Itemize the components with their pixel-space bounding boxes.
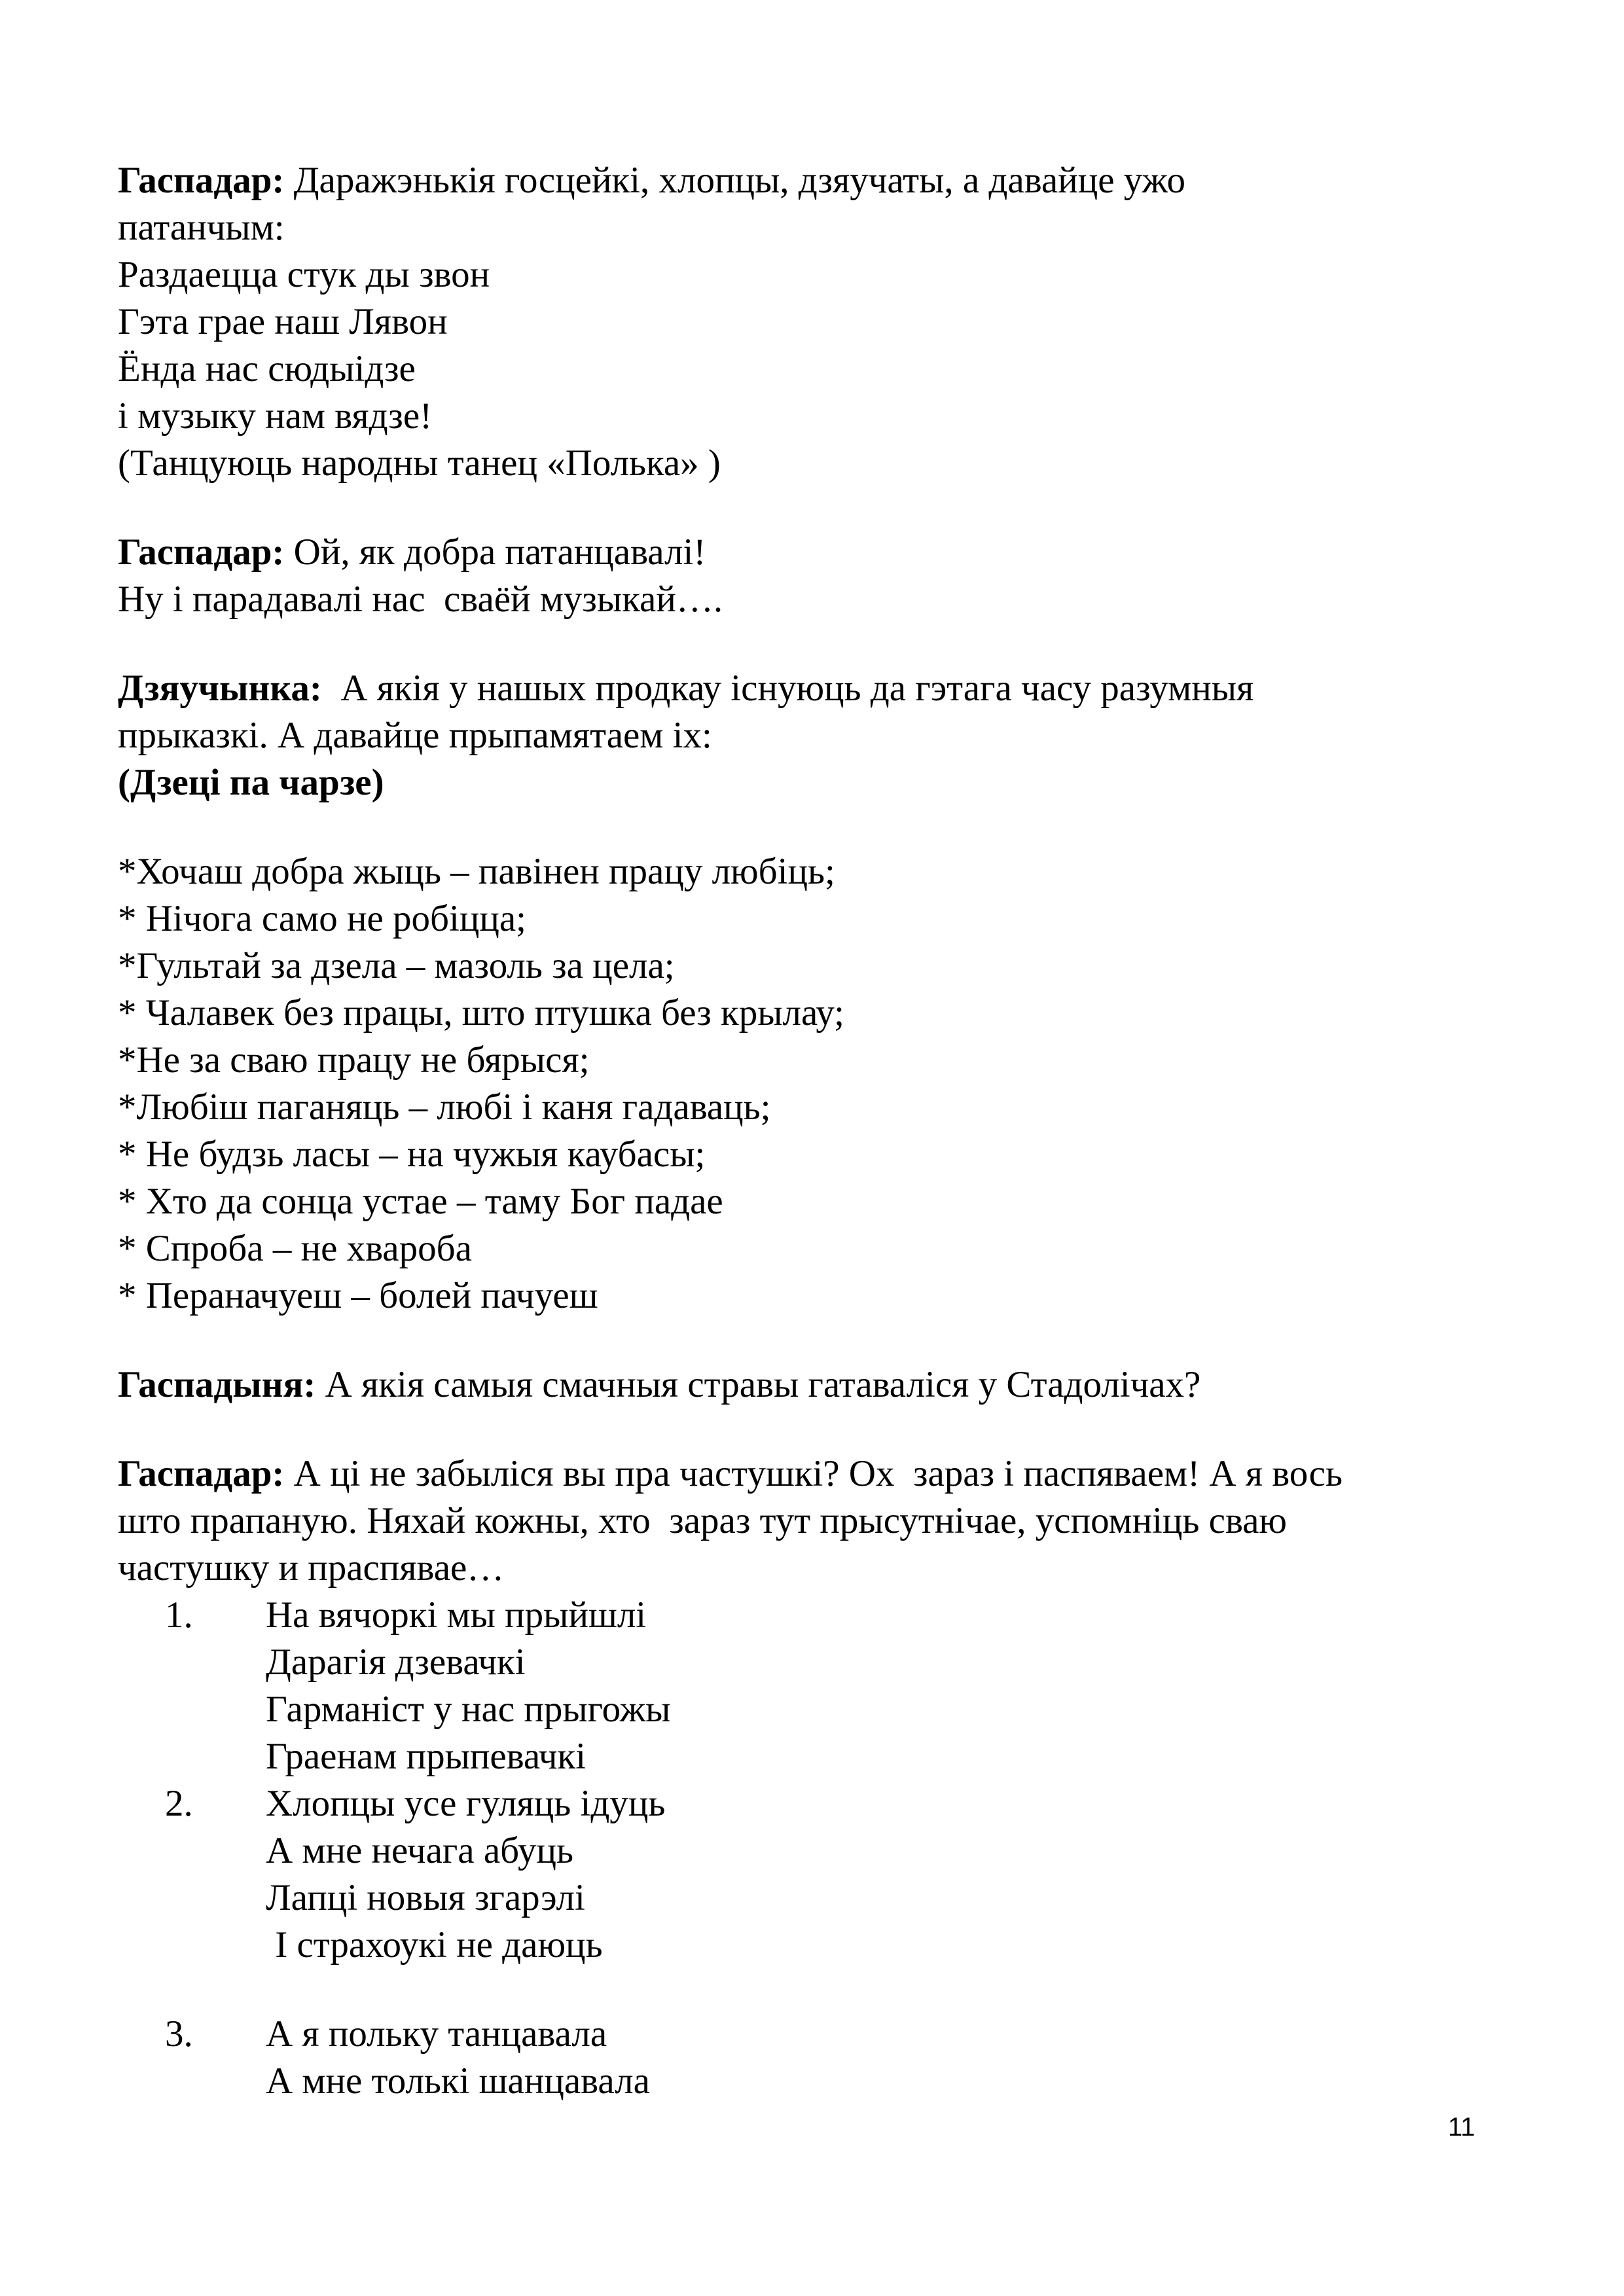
list-number: 2. xyxy=(165,1783,193,1824)
list-number: 1. xyxy=(165,1594,193,1636)
proverb-item: *Гультай за дзела – мазоль за цела; xyxy=(118,945,675,986)
speaker-name: Гаспадар: xyxy=(118,531,285,573)
dialogue-text: Даражэнькія госцейкі, хлопцы, дзяучаты, а давайце ужо xyxy=(284,160,1185,201)
verse-line: Ёнда нас сюдыідзе xyxy=(118,348,416,389)
proverb-item: * Спроба – не хвароба xyxy=(118,1228,472,1269)
speaker-name: Гаспадар: xyxy=(118,1453,285,1494)
document-page xyxy=(118,157,1506,2105)
dialogue-text: прыказкі. А давайце прыпамятаем іх: xyxy=(118,715,712,756)
proverb-item: *Не за сваю працу не бярыся; xyxy=(118,1039,590,1081)
verse-line: і музыку нам вядзе! xyxy=(118,395,433,437)
dialogue-text: А якія самыя смачныя стравы гатаваліся у Стадолічах? xyxy=(316,1364,1201,1405)
dialogue-line xyxy=(118,529,1506,576)
verse-line: Гарманіст у нас прыгожы xyxy=(266,1689,671,1730)
list-number: 3. xyxy=(165,2013,193,2054)
verse-line: Гэта грае наш Лявон xyxy=(118,301,448,342)
proverb-item: * Хто да сонца устае – таму Бог падае xyxy=(118,1181,723,1222)
speaker-name: Дзяучынка: xyxy=(118,668,322,709)
speaker-name: Гаспадыня: xyxy=(118,1364,316,1405)
dialogue-text: Ну і парадавалі нас сваёй музыкай…. xyxy=(118,579,723,620)
dialogue-block-5 xyxy=(118,1450,1506,1592)
dialogue-line xyxy=(118,1450,1506,1498)
verse-line: А мне нечага абуць xyxy=(266,1830,573,1871)
dialogue-text: што прапаную. Няхай кожны, хто зараз тут прысутнічае, успомніць сваю xyxy=(118,1500,1288,1541)
chastushki-list xyxy=(118,1592,1506,2105)
verse-line: А мне толькі шанцавала xyxy=(266,2060,650,2102)
dialogue-block-2 xyxy=(118,529,1506,623)
chastushka-item xyxy=(118,1780,1506,1969)
dialogue-text: патанчым: xyxy=(118,207,285,248)
proverb-item: *Любіш паганяць – любі і каня гадаваць; xyxy=(118,1086,771,1128)
chastushka-item xyxy=(118,2011,1506,2105)
proverb-item: * Пераначуеш – болей пачуеш xyxy=(118,1275,598,1316)
verse-line: На вячоркі мы прыйшлі xyxy=(266,1594,647,1636)
verse-line: Граенам прыпевачкі xyxy=(266,1736,586,1777)
stage-direction: (Дзеці па чарзе) xyxy=(118,762,384,803)
proverbs-list xyxy=(118,848,1506,1319)
dialogue-text: А ці не забыліся вы пра частушкі? Ох зараз і паспяваем! А я вось xyxy=(284,1453,1343,1494)
dialogue-line xyxy=(118,1361,1506,1408)
speaker-name: Гаспадар: xyxy=(118,160,285,201)
dialogue-line xyxy=(118,665,1506,712)
chastushka-item xyxy=(118,1592,1506,1780)
verse-line: І страхоукі не даюць xyxy=(266,1924,603,1965)
dialogue-text: Ой, як добра патанцавалі! xyxy=(284,531,706,573)
dialogue-block-4 xyxy=(118,1361,1506,1408)
proverb-item: * Нічога само не робіцца; xyxy=(118,898,526,939)
dialogue-block-1 xyxy=(118,157,1506,487)
verse-line: Дарагія дзевачкі xyxy=(266,1641,526,1683)
dialogue-block-3 xyxy=(118,665,1506,806)
verse-line: Хлопцы усе гуляць ідуць xyxy=(266,1783,666,1824)
dialogue-text: частушку и праспявае… xyxy=(118,1547,505,1588)
verse-line: Раздаецца стук ды звон xyxy=(118,254,490,295)
page-number: 11 xyxy=(1448,2113,1475,2142)
verse-line: А я польку танцавала xyxy=(266,2013,607,2054)
dialogue-text: А якія у нашых продкау існуюць да гэтага часу разумныя xyxy=(321,668,1254,709)
proverb-item: *Хочаш добра жыць – павінен працу любіць; xyxy=(118,851,835,892)
verse-line: Лапці новыя згарэлі xyxy=(266,1877,585,1918)
proverb-item: * Не будзь ласы – на чужыя каубасы; xyxy=(118,1134,706,1175)
stage-direction: (Танцуюць народны танец «Полька» ) xyxy=(118,442,721,484)
proverb-item: * Чалавек без працы, што птушка без крылау; xyxy=(118,992,844,1033)
dialogue-line xyxy=(118,157,1506,204)
